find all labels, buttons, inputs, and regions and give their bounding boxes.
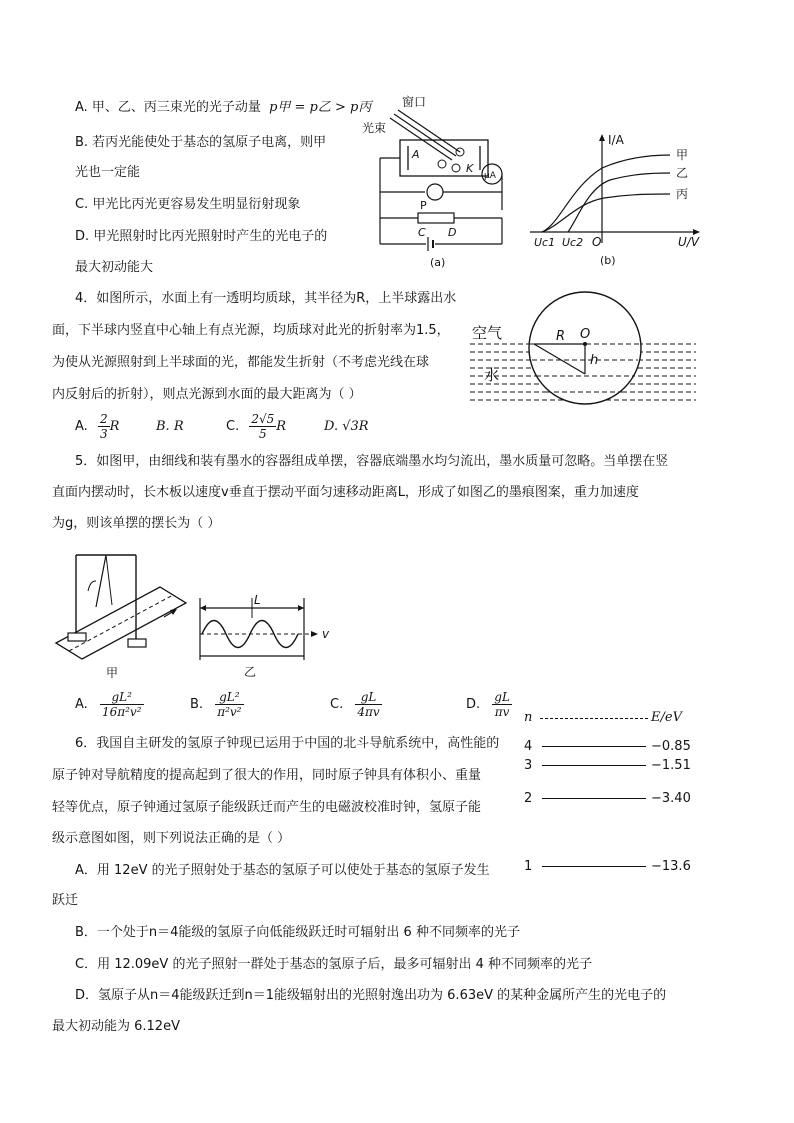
q5-stem-line3: 为g，则该单摆的摆长为（ ） (52, 516, 221, 531)
q5-option-d-label: D. (466, 697, 481, 712)
level-n: 1 (524, 859, 533, 874)
cathode-label: K (466, 162, 474, 175)
q3-option-d-line2: 最大初动能大 (75, 260, 154, 275)
q5-option-d-fraction: $\frac{gL}{\pi v}$ (494, 690, 510, 719)
q5-figure-yi-trace (196, 590, 336, 680)
q5-option-a-fraction: $\frac{\text{gL²}}{\text{16π²v²}}$ (101, 690, 142, 719)
q4-option-a-tail: R (109, 419, 120, 434)
q5-option-b-label: B. (190, 697, 204, 712)
velocity-label: v (322, 627, 330, 641)
length-l-label: L (254, 593, 261, 607)
q6-option-b: B．一个处于n＝4能级的氢原子向低能级跃迁时可辐射出 6 种不同频率的光子 (75, 925, 520, 940)
q3-option-b-line1: B. 若丙光能使处于基态的氢原子电离，则甲 (75, 135, 327, 150)
q6-option-a-line2: 跃迁 (52, 893, 79, 908)
air-label: 空气 (472, 324, 503, 342)
energy-level-e-header: E/eV (651, 710, 682, 725)
q5-stem-line1: 5．如图甲，由细线和装有墨水的容器组成单摆，容器底端墨水均匀流出，墨水质量可忽略。当单摆在竖 (75, 454, 669, 469)
q6-option-d-line1: D．氢原子从n＝4能级跃迁到n＝1能级辐射出的光照射逸出功为 6.63eV 的某种金属所产生的光电子的 (75, 988, 667, 1003)
curve-yi-label: 乙 (676, 166, 689, 180)
curve-bing-label: 丙 (676, 187, 689, 201)
q6-stem-line4: 级示意图如图，则下列说法正确的是（ ） (52, 831, 291, 846)
q3-option-a (75, 98, 371, 118)
figure-b-caption: (b) (600, 254, 616, 267)
q4-option-d: D. √3R (324, 419, 369, 434)
q6-option-d-line2: 最大初动能为 6.12eV (52, 1019, 180, 1034)
center-label: O (580, 327, 591, 342)
figure-jia-caption: 甲 (106, 666, 119, 680)
curve-jia-label: 甲 (676, 148, 689, 162)
q6-stem-line2: 原子钟对导航精度的提高起到了很大的作用，同时原子钟具有体积小、重量 (52, 768, 482, 783)
q4-stem-line3: 为使从光源照射到上半球面的光，都能发生折射（不考虑光线在球 (52, 355, 430, 370)
level-line (542, 798, 646, 799)
figure-a-caption: (a) (430, 256, 446, 269)
depth-label: h (590, 353, 599, 368)
point-d-label: D (448, 226, 457, 239)
beam-label: 光束 (362, 121, 387, 135)
level-energy: −3.40 (651, 791, 691, 806)
i-axis-label: I/A (608, 133, 624, 147)
q3-option-d-line1: D. 甲光照射时比丙光照射时产生的光电子的 (75, 229, 328, 244)
energy-level-n-header: n (524, 710, 533, 725)
level-line (542, 746, 646, 747)
q4-option-c-fraction: $\frac{2√5}{5}$ (251, 412, 275, 441)
q6-stem-line1: 6．我国自主研发的氢原子钟现已运用于中国的北斗导航系统中，高性能的 (75, 736, 500, 751)
uc2-label: Uc2 (562, 236, 584, 249)
q4-stem-line4: 内反射后的折射），则点光源到水面的最大距离为（ ） (52, 387, 362, 402)
q5-option-c (330, 690, 382, 719)
level-n: 4 (524, 739, 533, 754)
q4-figure-sphere (470, 288, 702, 412)
q4-option-b: B. R (156, 419, 184, 434)
q6-option-a-line1: A．用 12eV 的光子照射处于基态的氢原子可以使处于基态的氢原子发生 (75, 863, 490, 878)
q3-option-a-text: A. 甲、乙、丙三束光的光子动量 (75, 100, 261, 115)
q5-figure-jia-pendulum (52, 545, 192, 680)
q3-option-a-formula: p甲 = p乙 > p丙 (269, 100, 372, 115)
u-axis-label: U/V (678, 235, 700, 249)
q6-option-c: C．用 12.09eV 的光子照射一群处于基态的氢原子后，最多可辐射出 4 种不同频率的光子 (75, 957, 592, 972)
level-energy: −1.51 (651, 758, 691, 773)
q5-option-b (190, 690, 244, 719)
q6-stem-line3: 轻等优点，原子钟通过氢原子能级跃迁而产生的电磁波校准时钟，氢原子能 (52, 800, 482, 815)
point-c-label: C (418, 226, 426, 239)
q5-option-a-label: A. (75, 697, 88, 712)
level-line (542, 866, 646, 867)
q5-option-c-fraction: $\frac{gL}{4\pi v}$ (357, 690, 380, 719)
q4-option-c (226, 412, 286, 441)
radius-label: R (556, 329, 566, 344)
q5-stem-line2: 直面内摆动时，长木板以速度v垂直于摆动平面匀速移动距离L，形成了如图乙的墨痕图案，重力加速度 (52, 485, 639, 500)
anode-label: A (412, 148, 420, 161)
q4-option-c-tail: R (276, 419, 287, 434)
q5-option-a (75, 690, 144, 719)
level-n: 2 (524, 791, 533, 806)
window-label: 窗口 (402, 95, 427, 109)
energy-level-dashed-line (540, 718, 648, 719)
level-energy: −13.6 (651, 859, 691, 874)
water-label: 水 (484, 366, 500, 384)
q4-stem-line1: 4．如图所示，水面上有一透明均质球，其半径为R，上半球露出水 (75, 291, 457, 306)
q5-option-d (466, 690, 512, 719)
q3-option-c: C. 甲光比丙光更容易发生明显衍射现象 (75, 197, 301, 212)
q4-option-a-fraction: $\frac{2}{3}$ (99, 412, 108, 441)
level-n: 3 (524, 758, 533, 773)
q3-figure-b-iu-graph (520, 128, 710, 268)
q3-figure-a-circuit (360, 92, 510, 272)
q4-option-a-label: A. (75, 419, 88, 434)
figure-yi-caption: 乙 (244, 665, 257, 679)
level-line (542, 765, 646, 766)
level-energy: −0.85 (651, 739, 691, 754)
q4-option-a (75, 412, 119, 441)
q5-option-b-fraction: $\frac{\text{gL²}}{\text{π²v²}}$ (217, 690, 242, 719)
ammeter-label: μA (484, 171, 496, 181)
origin-label: O (592, 235, 602, 249)
q3-option-b-line2: 光也一定能 (75, 165, 141, 180)
q4-option-c-label: C. (226, 419, 240, 434)
slider-p-label: P (420, 199, 427, 212)
q4-stem-line2: 面，下半球内竖直中心轴上有点光源，均质球对此光的折射率为1.5， (52, 323, 450, 338)
q5-option-c-label: C. (330, 697, 344, 712)
uc1-label: Uc1 (534, 236, 556, 249)
